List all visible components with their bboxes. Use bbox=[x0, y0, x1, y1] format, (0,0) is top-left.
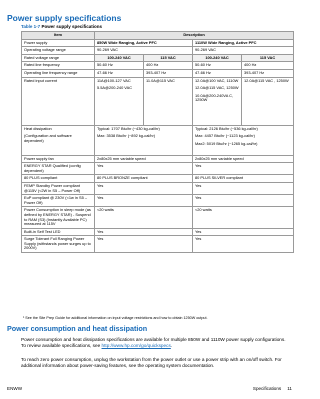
cell-line: 11.0A@115 VAC bbox=[146, 77, 175, 83]
footer-section: Specifications bbox=[252, 386, 282, 391]
header-item: Item bbox=[22, 32, 95, 40]
row-item: Operating voltage range bbox=[22, 47, 95, 55]
table-row bbox=[22, 228, 294, 236]
section-heading: Power consumption and heat dissipation bbox=[7, 324, 148, 333]
table-row bbox=[22, 39, 294, 47]
cell-voltage-1: 100-240 VAC bbox=[95, 54, 144, 62]
table-row bbox=[22, 125, 294, 155]
cell-value bbox=[95, 77, 144, 125]
cell-1110w: 90-269 VAC bbox=[193, 47, 294, 55]
cell-850w: Yes bbox=[95, 182, 193, 194]
header-description: Description bbox=[95, 32, 294, 40]
cell-1110w: Yes bbox=[193, 195, 294, 207]
cell-850w: 90-269 VAC bbox=[95, 47, 193, 55]
cell-line: Max: 4457 Btu/hr (~1123 kg-cal/hr) bbox=[195, 133, 255, 139]
page-number: 11 bbox=[287, 386, 292, 391]
footer-right bbox=[253, 386, 292, 391]
table-row bbox=[22, 47, 294, 55]
cell-1110w: 1110W Wide Ranging, Active PFC bbox=[193, 39, 294, 47]
cell-line: 12.0A@100 VAC, 1110W bbox=[195, 77, 239, 83]
cell-line: 10.0A@200-240VA C, 1250W bbox=[195, 92, 234, 103]
cell-line: Max: 3538 Btu/hr (~892 kg-cal/hr) bbox=[97, 133, 156, 139]
cell-line: Typical: 2126 Btu/hr (~536 kg-cal/hr) bbox=[195, 125, 258, 131]
cell-line: 12.0A@115 VAC, 1250W bbox=[195, 85, 239, 91]
cell-voltage-3: 100-240 VAC bbox=[193, 54, 242, 62]
cell-line: Heat dissipation bbox=[24, 125, 52, 131]
cell-850w: <20 watts bbox=[95, 207, 193, 228]
cell-1110w: <20 watts bbox=[193, 207, 294, 228]
row-item: EuP compliant @ 230V (<1w in S5 – Power Off) bbox=[22, 195, 95, 207]
table-title: Power supply specifications bbox=[41, 24, 102, 29]
cell-1110w: 80 PLUS SILVER compliant bbox=[193, 175, 294, 183]
row-item: Operating line frequency range bbox=[22, 69, 95, 77]
cell-line: Typical: 1707 Btu/hr (~430 kg-cal/hr) bbox=[97, 125, 160, 131]
table-row bbox=[22, 195, 294, 207]
table-header-row bbox=[22, 32, 294, 40]
page-heading: Power supply specifications bbox=[7, 13, 122, 23]
paragraph: To reach zero power consumption, unplug the workstation from the power outlet or use a power strip with an on/off switch. For additional information about power-saving features, see the operating system documentation. bbox=[21, 357, 282, 368]
cell-value: 50-60 Hz bbox=[95, 62, 144, 70]
cell-value: 400 Hz bbox=[242, 62, 294, 70]
cell-value: 47-66 Hz bbox=[193, 69, 242, 77]
cell-voltage-2: 115 VAC bbox=[144, 54, 193, 62]
paragraph-end: . bbox=[170, 343, 173, 348]
row-item: Rated input current bbox=[22, 77, 95, 125]
cell-1110w: Yes bbox=[193, 236, 294, 253]
table-row bbox=[22, 163, 294, 175]
cell-850w: 850W Wide Ranging, Active PFC bbox=[95, 39, 193, 47]
row-item: ENERGY STAR Qualified (config dependent) bbox=[22, 163, 95, 175]
cell-value: 50-60 Hz bbox=[193, 62, 242, 70]
cell-850w: Yes bbox=[95, 195, 193, 207]
table-row bbox=[22, 54, 294, 62]
row-item: Built-in Self Test LED bbox=[22, 228, 95, 236]
cell-1110w bbox=[193, 125, 294, 155]
row-item: Power supply bbox=[22, 39, 95, 47]
paragraph bbox=[21, 337, 291, 349]
cell-line: (Configuration and software dependent) bbox=[24, 133, 72, 143]
cell-voltage-4: 115 VAC bbox=[242, 54, 294, 62]
cell-value: 47-66 Hz bbox=[95, 69, 144, 77]
paragraph-text: Power consumption and heat dissipation specifications are available for multiple 850W and 1110W power supply configurations. To review available specifications, see bbox=[21, 337, 286, 348]
cell-850w: 2x80x25 mm variable speed bbox=[95, 155, 193, 163]
power-supply-spec-table bbox=[21, 31, 294, 253]
table-footnote: ¹ See the Site Prep Guide for additional information on input voltage restrictions and how to obtain 1250W output. bbox=[23, 316, 208, 320]
row-item: Rated line frequency bbox=[22, 62, 95, 70]
table-row bbox=[22, 62, 294, 70]
cell-line: 5.5A@200-240 VAC bbox=[97, 85, 133, 91]
cell-value bbox=[193, 77, 242, 125]
cell-value bbox=[242, 77, 294, 125]
row-item: 80 PLUS compliant bbox=[22, 175, 95, 183]
row-item: Rated voltage range bbox=[22, 54, 95, 62]
table-caption bbox=[21, 24, 102, 29]
cell-1110w: Yes bbox=[193, 228, 294, 236]
cell-1110w: Yes bbox=[193, 182, 294, 194]
cell-850w: Yes bbox=[95, 228, 193, 236]
row-item: FEMP Standby Power compliant @115V (<2W in S5 – Power Off) bbox=[22, 182, 95, 194]
row-item: Surge Tolerant Full Ranging Power Supply (withstands power surges up to 2000V) bbox=[22, 236, 95, 253]
cell-1110w: Yes bbox=[193, 163, 294, 175]
cell-line: 12.0A@115 VAC , 1250W bbox=[244, 77, 289, 83]
cell-850w: Yes bbox=[95, 163, 193, 175]
row-item: Power supply fan bbox=[22, 155, 95, 163]
table-row bbox=[22, 207, 294, 228]
cell-line: 11A@100-127 VAC bbox=[97, 77, 131, 83]
table-row bbox=[22, 69, 294, 77]
quickspecs-link[interactable]: http://www.hp.com/go/quickspecs bbox=[101, 343, 171, 348]
cell-850w: 80 PLUS BRONZE compliant bbox=[95, 175, 193, 183]
cell-line: Max2: 5019 Btu/hr (~1265 kg-cal/hr) bbox=[195, 140, 258, 146]
table-row bbox=[22, 182, 294, 194]
cell-value bbox=[144, 77, 193, 125]
table-row bbox=[22, 175, 294, 183]
table-row bbox=[22, 77, 294, 125]
cell-850w bbox=[95, 125, 193, 155]
table-row bbox=[22, 236, 294, 253]
table-row bbox=[22, 155, 294, 163]
table-number: Table 1-7 bbox=[21, 24, 41, 29]
cell-1110w: 2x80x25 mm variable speed bbox=[193, 155, 294, 163]
row-item: Power Consumption in sleep mode (as defined by ENERGY STAR) - Suspend to RAM (S3) (Instantly Available PC) measured at 115V bbox=[22, 207, 95, 228]
row-item bbox=[22, 125, 95, 155]
footer-left: ENWW bbox=[7, 386, 23, 391]
cell-value: 400 Hz bbox=[144, 62, 193, 70]
cell-850w: Yes bbox=[95, 236, 193, 253]
cell-value: 393-407 Hz bbox=[144, 69, 193, 77]
cell-value: 393-407 Hz bbox=[242, 69, 294, 77]
